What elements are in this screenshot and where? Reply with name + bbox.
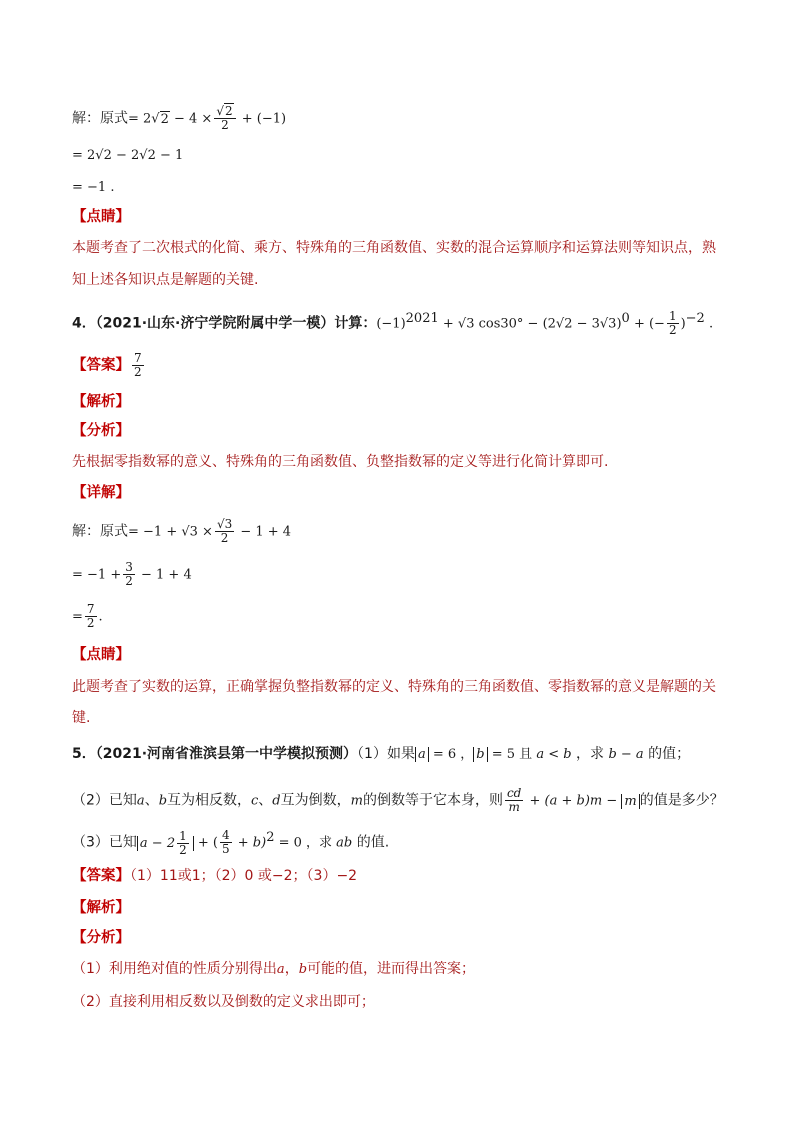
tag-dianjing-q4: 【点睛】: [72, 647, 130, 663]
fraction: $\frac{7}{2}$: [86, 602, 95, 630]
fraction: $\frac{cd}{m}$: [506, 786, 522, 814]
tag-xiangjie: 【详解】: [72, 485, 130, 501]
q4-source: 4．（2021·山东·济宁学院附属中学一模）计算：: [72, 315, 377, 332]
q5-analysis1: （1）利用绝对值的性质分别得出a，b可能的值，进而得出答案；: [72, 961, 476, 977]
q5-part2: （2）已知a、b互为相反数，c、d互为倒数，m的倒数等于它本身，则 $\frac{cd}{m}$ + (a + b)m − m 的值是多少？: [72, 786, 724, 814]
solution-lead: 解：原式: [72, 110, 128, 127]
fraction: $\frac{√3}{2}$: [216, 517, 233, 545]
tag-jiexi: 【解析】: [72, 394, 130, 410]
fraction: $\frac{√2}{2}$: [214, 105, 235, 132]
q5-source: 5．（2021·河南省淮滨县第一中学模拟预测）: [72, 746, 358, 762]
q5-part1: 5．（2021·河南省淮滨县第一中学模拟预测）（1）如果 a = 6 ， b = 5 且 a < b ，求 b − a 的值；: [72, 746, 691, 762]
q4-dianjing-line2: 键.: [72, 710, 91, 726]
fraction: $\frac{1}{2}$: [668, 309, 677, 338]
q4-analysis: 先根据零指数幂的意义、特殊角的三角函数值、负整指数幂的定义等进行化简计算即可.: [72, 454, 609, 470]
q4-solution-line2: = −1 + $\frac{3}{2}$ − 1 + 4: [72, 560, 192, 588]
q4-answer: [72, 352, 146, 379]
q4-solution-line3: = $\frac{7}{2}$ .: [72, 602, 103, 630]
absolute-value: a − 2 $\frac{1}{2}$: [137, 836, 194, 851]
q4-dianjing-line1: 此题考查了实数的运算，正确掌握负整指数幂的定义、特殊角的三角函数值、零指数幂的意义是解题的关: [72, 679, 716, 695]
tag-daan: 【答案】: [72, 868, 130, 884]
q3-solution-line2: = 2√2 − 2√2 − 1: [72, 148, 184, 163]
tag-fenxi-q5: 【分析】: [72, 930, 130, 946]
tag-jiexi-q5: 【解析】: [72, 900, 130, 916]
tag-daan: 【答案】: [72, 357, 130, 374]
q4-solution-line1: 解：原式= −1 + √3 × $\frac{√3}{2}$ − 1 + 4: [72, 517, 292, 545]
fraction: $\frac{3}{2}$: [125, 560, 133, 588]
tag-dianjing: 【点睛】: [72, 209, 130, 225]
q3-solution-line3: = −1 .: [72, 180, 115, 195]
q3-dianjing-line1: 本题考查了二次根式的化简、乘方、特殊角的三角函数值、实数的混合运算顺序和运算法则等知识点，熟: [72, 240, 716, 256]
q4-question: 4．（2021·山东·济宁学院附属中学一模）计算：$(-1)^{2021} + √3$ $\cos 30^\circ - (2√2 - 3√3)^0$ + (− $\frac{1}{2}$ )$^{-2}$ .: [72, 309, 714, 338]
q3-solution-line1: 解：原式= 2√2 − 4 × $\frac{√2}{2}$ + (−1): [72, 104, 287, 132]
fraction: $\frac{4}{5}$: [221, 828, 230, 857]
fraction: $\frac{1}{2}$: [179, 828, 187, 857]
answer-fraction: $\frac{7}{2}$: [134, 351, 142, 379]
q5-analysis2: （2）直接利用相反数以及倒数的定义求出即可；: [72, 994, 375, 1010]
q5-answer: 【答案】（1）11或1；（2）0 或−2；（3）−2: [72, 868, 358, 884]
tag-fenxi: 【分析】: [72, 423, 130, 439]
q5-part3: （3）已知 a − 2 $\frac{1}{2}$ + ( $\frac{4}{5}$ + b)$^2$ = 0 ，求 ab 的值.: [72, 828, 390, 857]
q3-dianjing-line2: 知上述各知识点是解题的关键.: [72, 272, 259, 288]
